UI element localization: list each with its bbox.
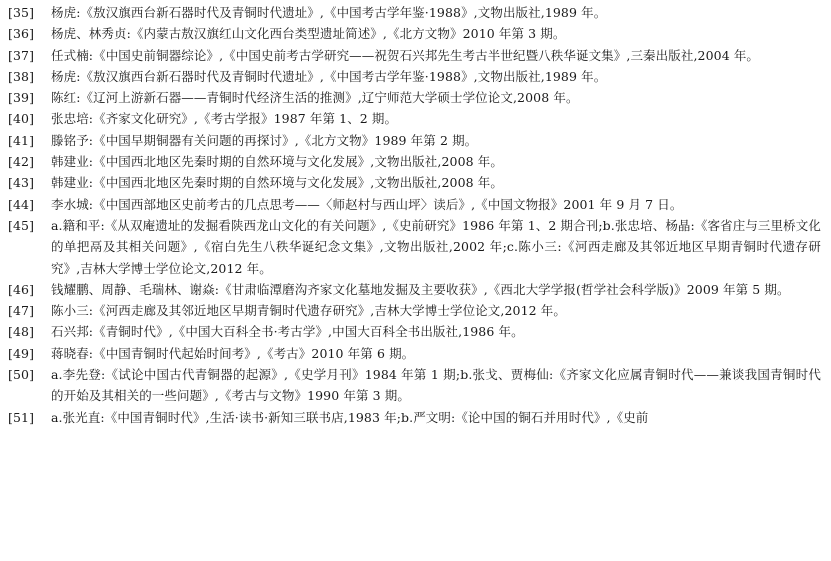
- reference-item: [8, 407, 821, 428]
- reference-text: 石兴邦:《青铜时代》,《中国大百科全书·考古学》,中国大百科全书出版社,1986 年。: [51, 324, 524, 340]
- reference-item: [8, 23, 821, 44]
- reference-text: 杨虎、林秀贞:《内蒙古敖汉旗红山文化西台类型遗址简述》,《北方文物》2010 年第 3 期。: [51, 26, 566, 42]
- reference-number: [45]: [8, 217, 35, 233]
- reference-number: [51]: [8, 409, 35, 425]
- reference-text: 韩建业:《中国西北地区先秦时期的自然环境与文化发展》,文物出版社,2008 年。: [51, 175, 503, 191]
- reference-item: [8, 108, 821, 129]
- reference-text: 任式楠:《中国史前铜器综论》,《中国史前考古学研究——祝贺石兴邦先生考古半世纪暨八秩华诞文集》,三秦出版社,2004 年。: [51, 47, 760, 63]
- reference-list: [8, 2, 821, 428]
- reference-number: [37]: [8, 47, 35, 63]
- reference-number: [46]: [8, 281, 35, 297]
- reference-item: [8, 300, 821, 321]
- reference-number: [49]: [8, 345, 35, 361]
- reference-item: [8, 172, 821, 193]
- reference-number: [41]: [8, 132, 35, 148]
- reference-text: a.籍和平:《从双庵遗址的发掘看陕西龙山文化的有关问题》,《史前研究》1986 年第 1、2 期合刊;b.张忠培、杨晶:《客省庄与三里桥文化的单把鬲及其相关问题》,《宿白先生八秩华诞纪念文集》,文物出版社,2002 年;c.陈小三:《河西走廊及其邻近地区早期青铜时代遗存研究》,吉林大学博士学位论文,2012 年。: [51, 217, 821, 276]
- reference-text: 钱耀鹏、周静、毛瑞林、谢焱:《甘肃临潭磨沟齐家文化墓地发掘及主要收获》,《西北大学学报(哲学社会科学版)》2009 年第 5 期。: [51, 281, 790, 297]
- reference-text: a.张光直:《中国青铜时代》,生活·读书·新知三联书店,1983 年;b.严文明:《论中国的铜石并用时代》,《史前: [51, 409, 649, 425]
- reference-text: 杨虎:《敖汉旗西台新石器时代及青铜时代遗址》,《中国考古学年鉴·1988》,文物出版社,1989 年。: [51, 5, 607, 20]
- reference-number: [43]: [8, 175, 35, 191]
- reference-number: [36]: [8, 26, 35, 42]
- reference-text: 李水城:《中国西部地区史前考古的几点思考——〈师赵村与西山坪〉读后》,《中国文物报》2001 年 9 月 7 日。: [51, 196, 683, 212]
- reference-item: [8, 321, 821, 342]
- reference-text: 陈小三:《河西走廊及其邻近地区早期青铜时代遗存研究》,吉林大学博士学位论文,2012 年。: [51, 303, 566, 319]
- reference-number: [47]: [8, 303, 35, 319]
- reference-item: [8, 343, 821, 364]
- reference-number: [40]: [8, 111, 35, 127]
- reference-text: 杨虎:《敖汉旗西台新石器时代及青铜时代遗址》,《中国考古学年鉴·1988》,文物出版社,1989 年。: [51, 68, 607, 84]
- reference-text: 韩建业:《中国西北地区先秦时期的自然环境与文化发展》,文物出版社,2008 年。: [51, 154, 503, 170]
- reference-number: [42]: [8, 154, 35, 170]
- reference-text: 陈红:《辽河上游新石器——青铜时代经济生活的推测》,辽宁师范大学硕士学位论文,2008 年。: [51, 90, 579, 106]
- reference-item: [8, 130, 821, 151]
- reference-item: [8, 364, 821, 407]
- reference-item: [8, 2, 821, 23]
- reference-number: [39]: [8, 90, 35, 106]
- reference-number: [48]: [8, 324, 35, 340]
- reference-number: [44]: [8, 196, 35, 212]
- reference-item: [8, 87, 821, 108]
- reference-text: 滕铭予:《中国早期铜器有关问题的再探讨》,《北方文物》1989 年第 2 期。: [51, 132, 478, 148]
- reference-number: [35]: [8, 5, 35, 20]
- reference-item: [8, 45, 821, 66]
- reference-text: a.李先登:《试论中国古代青铜器的起源》,《史学月刊》1984 年第 1 期;b.张戈、贾梅仙:《齐家文化应属青铜时代——兼谈我国青铜时代的开始及其相关的一些问题》,《考古与文物》1990 年第 3 期。: [51, 367, 821, 404]
- reference-text: 张忠培:《齐家文化研究》,《考古学报》1987 年第 1、2 期。: [51, 111, 398, 127]
- reference-item: [8, 215, 821, 279]
- reference-item: [8, 66, 821, 87]
- reference-number: [38]: [8, 68, 35, 84]
- reference-item: [8, 194, 821, 215]
- reference-item: [8, 279, 821, 300]
- reference-number: [50]: [8, 367, 35, 383]
- reference-text: 蒋晓春:《中国青铜时代起始时间考》,《考古》2010 年第 6 期。: [51, 345, 415, 361]
- reference-item: [8, 151, 821, 172]
